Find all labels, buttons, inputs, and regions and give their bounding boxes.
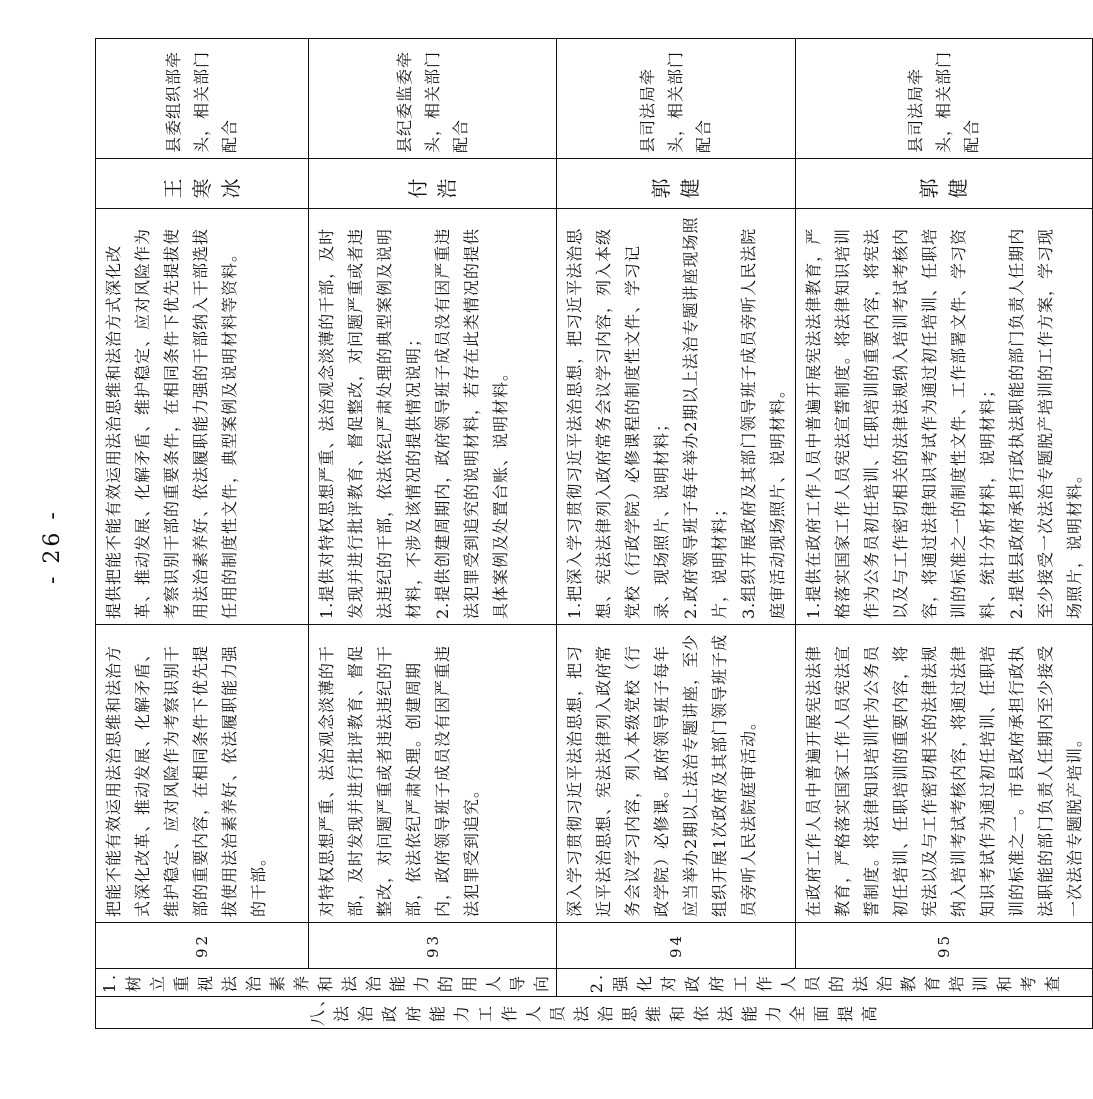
materials-cell: [557, 209, 796, 625]
material-item: 提供把能不能有效运用法治思维和法治方式深化改革、推动发展、化解矛盾、维护稳定、应对风险作为考察识别干部的重要条件，在相同条件下优先提拔使用法治素养好、依法履职能力强的干部纳入干部选拔任用的制度性文件，典型案例及说明材料等资料。: [104, 227, 239, 619]
lead-unit: 县纪委监委牵头，相关部门配合: [309, 39, 557, 159]
material-item: 3.组织开展政府及其部门领导班子成员旁听人民法院庭审活动现场照片、说明材料。: [739, 227, 787, 619]
table-row: [796, 39, 1093, 1029]
sub-category-cell: 2.强化对政府工作人员的法治教育培训和考查: [557, 969, 1093, 997]
measure-cell: 把能不能有效运用法治思维和法治方式深化改革、推动发展、化解矛盾、维护稳定、应对风险作为考察识别干部的重要内容，在相同条件下优先提拔使用法治素养好、依法履职能力强的干部。: [96, 625, 309, 923]
table-row: [96, 39, 309, 1029]
sub-category-cell: 1.树立重视法治素养和法治能力的用人导向: [96, 969, 557, 997]
materials-cell: [96, 209, 309, 625]
responsible-person: 王寒冰: [96, 159, 309, 209]
responsible-person: 付浩: [309, 159, 557, 209]
material-item: 2.提供县政府承担行政执法职能的部门负责人任期内至少接受一次法治专题脱产培训的工作方案，学习现场照片，说明材料。: [1007, 227, 1084, 619]
material-item: 1.提供对特权思想严重、法治观念淡薄的干部，及时发现并进行批评教育、督促整改，对问题严重或者违法违纪的干部，依法依纪严肃处理的典型案例及说明材料，不涉及该情况的提供情况说明；: [317, 227, 424, 619]
responsible-person: 郭健: [557, 159, 796, 209]
lead-unit: 县司法局牵头，相关部门配合: [796, 39, 1093, 159]
measure-cell: 在政府工作人员中普遍开展宪法法律教育，严格落实国家工作人员宪法宣誓制度。将法律知识培训作为公务员初任培训、任职培训的重要内容，将宪法以及与工作密切相关的法律法规纳入培训考试考核内容，将通过法律知识考试作为通过初任培训、任职培训的标准之一。市县政府承担行政执法职能的部门负责人任期内至少接受一次法治专题脱产培训。: [796, 625, 1093, 923]
measure-cell: 对特权思想严重、法治观念淡薄的干部，及时发现并进行批评教育、督促整改，对问题严重或者违法违纪的干部，依法依纪严肃处理。创建周期内，政府领导班子成员没有因严重违法犯罪受到追究。: [309, 625, 557, 923]
table-row: [309, 39, 557, 1029]
assessment-table: [95, 38, 1093, 1029]
material-item: 2.提供创建周期内，政府领导班子成员没有因严重违法犯罪受到追究的说明材料，若存在此类情况的提供具体案例及处置台账、说明材料。: [433, 227, 511, 619]
table-row: [557, 39, 796, 1029]
material-item: 2.政府领导班子每年举办2期以上法治专题讲座现场照片，说明材料；: [681, 216, 729, 619]
major-category-cell: 八、法治政府能力工作人员法治思维和依法能力全面提高: [96, 997, 1093, 1029]
material-item: 1.提供在政府工作人员中普遍开展宪法法律教育，严格落实国家工作人员宪法宣誓制度。将法律知识培训作为公务员初任培训、任职培训的重要内容，将宪法以及与工作密切相关的法律法规纳入培训考试考核内容，将通过法律知识考试作为通过初任培训、任职培训的标准之一的制度性文件、工作部署文件、学习资料、统计分析材料，说明材料；: [804, 227, 997, 619]
measure-cell: 深入学习贯彻习近平法治思想，把习近平法治思想、宪法法律列入政府常务会议学习内容，列入本级党校（行政学院）必修课。政府领导班子每年应当举办2期以上法治专题讲座，至少组织开展1次政府及其部门领导班子成员旁听人民法院庭审活动。: [557, 625, 796, 923]
material-item: 1.把深入学习贯彻习近平法治思想，把习近平法治思想、宪法法律列入政府常务会议学习内容，列入本级党校（行政学院）必修课程的制度性文件、学习记录、现场照片、说明材料；: [565, 227, 671, 619]
lead-unit: 县司法局牵头，相关部门配合: [557, 39, 796, 159]
materials-cell: [796, 209, 1093, 625]
materials-cell: [309, 209, 557, 625]
item-number: 92: [96, 923, 309, 969]
page-number: - 26 -: [40, 509, 65, 584]
responsible-person: 郭健: [796, 159, 1093, 209]
item-number: 95: [796, 923, 1093, 969]
item-number: 94: [557, 923, 796, 969]
item-number: 93: [309, 923, 557, 969]
lead-unit: 县委组织部牵头，相关部门配合: [96, 39, 309, 159]
